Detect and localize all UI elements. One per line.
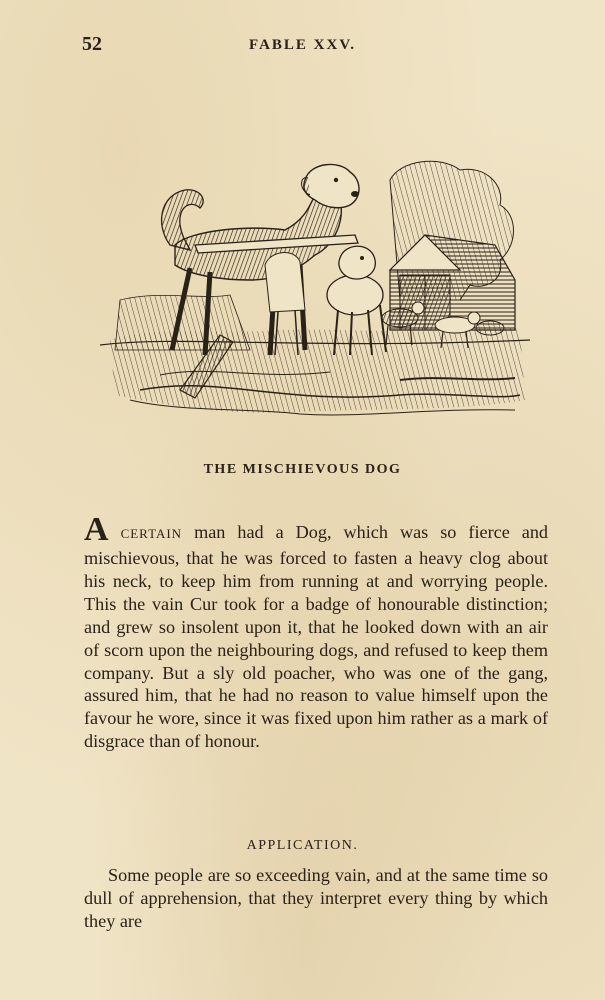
drop-cap: A: [84, 511, 109, 548]
fable-body: man had a Dog, which was so fierce and mischievous, that he was forced to fasten a heavy clog about his neck, to keep him from running at and worrying people. This the vain Cur took for a badge of honourable distinction; and grew so insolent upon it, that he looked down with an air of scorn upon the neighbouring dogs, and refused to keep them company. But a sly old poacher, who was one of the gang, assured him, that he had no reason to value himself upon the favour he wore, since it was fixed upon him rather as a mark of disgrace than of honour.: [84, 522, 549, 752]
first-word: certain: [120, 522, 183, 542]
page-number: 52: [82, 33, 102, 55]
dog-with-clog-woodcut-icon: [100, 150, 530, 420]
running-head: FABLE XXV.: [249, 37, 356, 53]
fable-body-text: [84, 513, 548, 753]
fable-title: THE MISCHIEVOUS DOG: [203, 462, 402, 477]
application-text: Some people are so exceeding vain, and at the same time so dull of apprehension, that they interpret every thing by which they are: [84, 865, 548, 931]
application-heading: APPLICATION.: [246, 838, 359, 853]
